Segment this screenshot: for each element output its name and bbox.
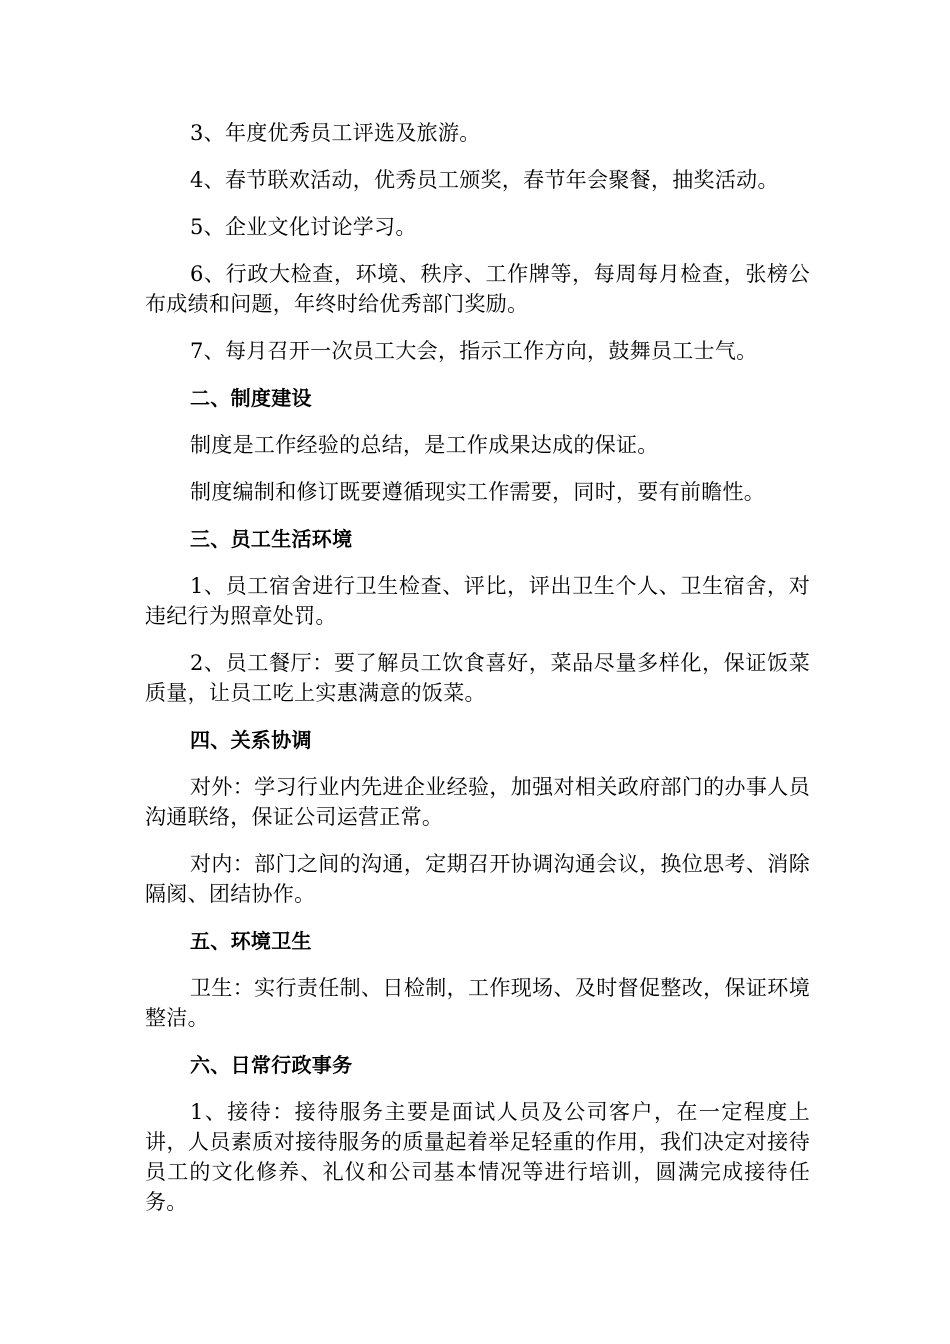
paragraph: 对内：部门之间的沟通，定期召开协调沟通会议，换位思考、消除隔阂、团结协作。	[145, 852, 810, 906]
section-heading-living-environment: 三、员工生活环境	[190, 527, 353, 551]
list-item: 2、员工餐厅：要了解员工饮食喜好，菜品尽量多样化，保证饭菜质量，让员工吃上实惠满意的饭菜。	[145, 651, 810, 705]
list-item-7: 7、每月召开一次员工大会，指示工作方向，鼓舞员工士气。	[190, 339, 758, 363]
list-item-5: 5、企业文化讨论学习。	[190, 215, 417, 239]
document-body	[145, 118, 810, 1234]
section-heading-system: 二、制度建设	[190, 386, 312, 410]
list-item-4: 4、春节联欢活动，优秀员工颁奖，春节年会聚餐，抽奖活动。	[190, 168, 779, 192]
paragraph: 对外：学习行业内先进企业经验，加强对相关政府部门的办事人员沟通联络，保证公司运营正常。	[145, 775, 810, 829]
list-item-6: 6、行政大检查，环境、秩序、工作牌等，每周每月检查，张榜公布成绩和问题，年终时给优秀部门奖励。	[145, 262, 810, 316]
list-item-3: 3、年度优秀员工评选及旅游。	[190, 121, 481, 145]
paragraph: 制度是工作经验的总结，是工作成果达成的保证。	[190, 433, 659, 457]
list-item: 1、接待：接待服务主要是面试人员及公司客户，在一定程度上讲，人员素质对接待服务的质量起着举足轻重的作用，我们决定对接待员工的文化修养、礼仪和公司基本情况等进行培训，圆满完成接待任务。	[145, 1100, 810, 1214]
section-heading-coordination: 四、关系协调	[190, 728, 312, 752]
paragraph: 卫生：实行责任制、日检制，工作现场、及时督促整改，保证环境整洁。	[145, 976, 810, 1030]
section-heading-admin-affairs: 六、日常行政事务	[190, 1053, 353, 1077]
list-item: 1、员工宿舍进行卫生检查、评比，评出卫生个人、卫生宿舍，对违纪行为照章处罚。	[145, 574, 810, 628]
section-heading-hygiene: 五、环境卫生	[190, 929, 312, 953]
paragraph: 制度编制和修订既要遵循现实工作需要，同时，要有前瞻性。	[190, 480, 766, 504]
